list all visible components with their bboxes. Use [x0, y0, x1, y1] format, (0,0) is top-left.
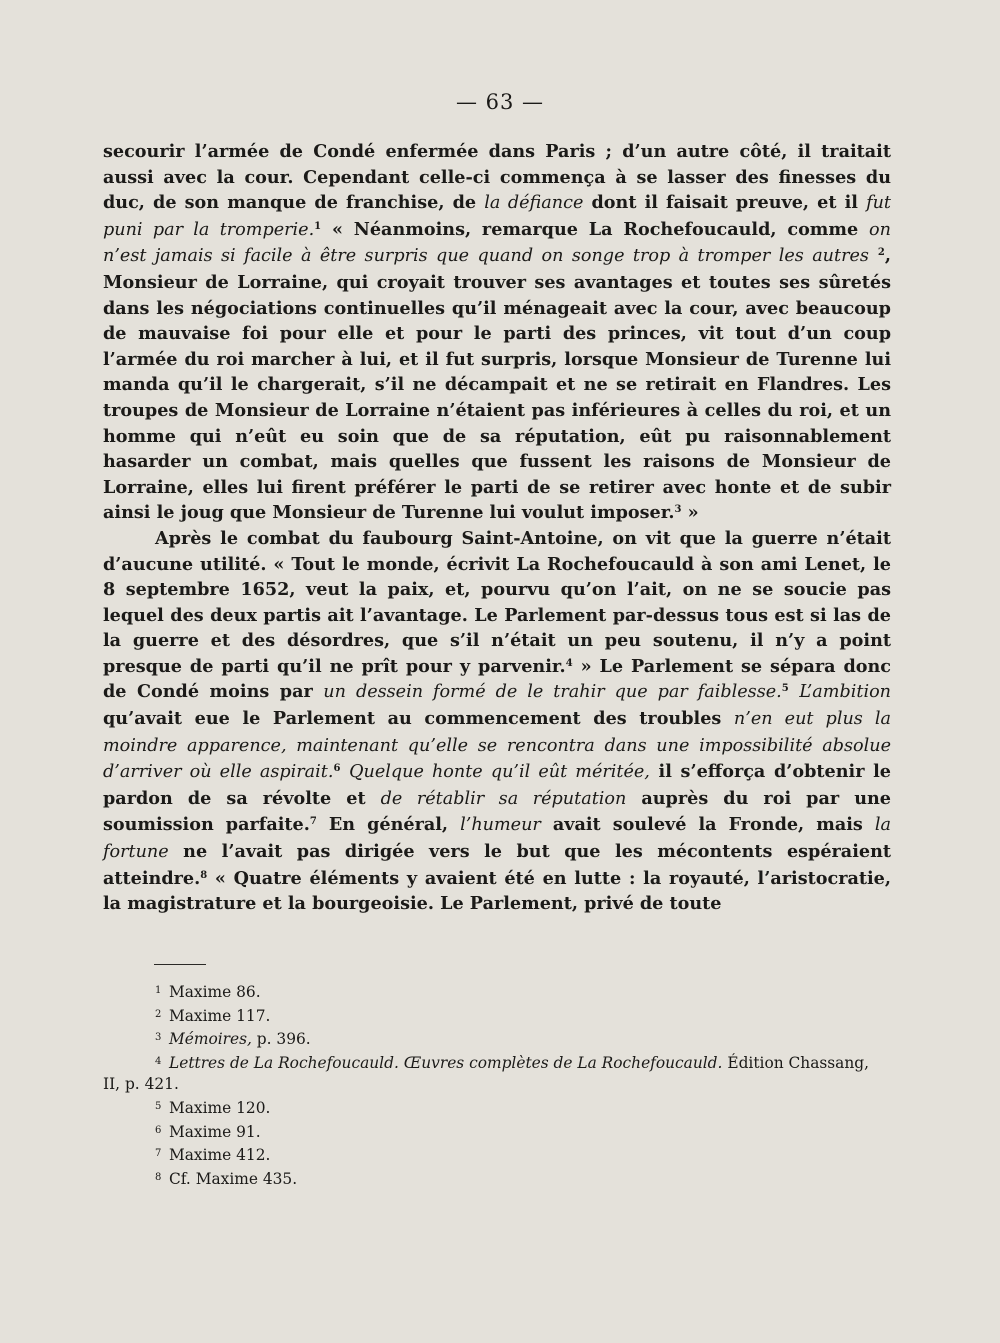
text-run: Cf. Maxime 435. — [169, 1169, 298, 1188]
text-run: Maxime 91. — [169, 1122, 261, 1141]
italic-run: L’ambition — [799, 682, 891, 703]
text-run: En général, — [316, 814, 461, 836]
italic-run: n’en eut plus la moindre apparence, maintenant qu’elle se rencontra dans une impossibilité absolue d’arriver où elle aspirait. — [103, 709, 891, 783]
footnote — [103, 1027, 891, 1051]
italic-run: la défiance — [484, 193, 584, 214]
text-run: qu’avait eue le Parlement au commencement des troubles — [103, 708, 734, 730]
text-run: « Néanmoins, remarque La Rochefoucauld, comme — [321, 218, 870, 240]
text-run: Maxime 412. — [169, 1146, 271, 1165]
footnote-separator — [154, 964, 206, 965]
italic-run: Mémoires, — [169, 1030, 252, 1049]
footnote — [103, 1143, 891, 1167]
footnote-ref: 8 — [200, 869, 208, 881]
footnote-number: 6 — [155, 1124, 162, 1136]
footnote-ref: 1 — [314, 220, 322, 232]
text-run: Édition Chassang, — [722, 1053, 870, 1072]
text-run: « Quatre éléments y avaient été en lutte : la royauté, l’aristocratie, la magistrature et la bourgeoisie. Le Parlement, privé de toute — [103, 867, 891, 915]
footnote — [103, 1074, 891, 1096]
footnotes — [103, 980, 891, 1190]
footnote — [103, 1167, 891, 1191]
italic-run: l’humeur — [460, 815, 541, 836]
text-run — [869, 245, 878, 266]
footnote-ref: 7 — [309, 816, 317, 828]
text-run — [340, 761, 349, 782]
text-run: » Le Parlement se sépara donc de Condé moins par — [103, 655, 892, 703]
footnote — [103, 1120, 891, 1144]
footnote-ref: 2 — [877, 247, 885, 259]
text-run: Maxime 117. — [169, 1006, 271, 1025]
footnote-number: 8 — [155, 1171, 162, 1183]
italic-run: fut puni par la tromperie. — [103, 193, 891, 240]
italic-run: on n’est jamais si facile à être surpris que quand on songe trop à tromper les autres — [103, 219, 891, 267]
text-run: , Monsieur de Lorraine, qui croyait trouver ses avantages et toutes ses sûretés dans les négociations continuelles qu’il ménageait avec la cour, avec beaucoup de mauvaise foi pour elle et pour le parti des princes, vit tout d’un coup l’armée du roi marcher à lui, et il fut surpris, lorsque Monsieur de Turenne lui manda qu’il le chargerait, s’il ne décampait et ne se retirait en Flandres. Les troupes de Monsieur de Lorraine n’étaient pas inférieures à celles du roi, et un homme qui n’eût eu soin que de sa réputation, eût pu raisonnablement hasarder un combat, mais quelles que fussent les raisons de Monsieur de Lorraine, elles lui firent préférer le parti de se retirer avec honte et de subir ainsi le joug que Monsieur de Turenne lui voulut imposer. — [103, 245, 891, 524]
text-run: avait soulevé la Fronde, mais — [540, 814, 875, 836]
page-number: — 63 — — [455, 90, 545, 114]
footnote-ref: 6 — [333, 763, 341, 775]
footnote-number: 3 — [155, 1032, 162, 1044]
footnote-ref: 4 — [565, 657, 573, 669]
footnote-number: 7 — [155, 1148, 162, 1160]
footnote-number: 1 — [155, 985, 162, 996]
text-run: » — [681, 502, 699, 524]
footnote — [103, 1051, 891, 1075]
text-run: dont il faisait preuve, et il — [583, 192, 867, 214]
text-run: secourir l’armée de Condé enfermée dans Paris ; d’un autre côté, il traitait aussi avec la cour. Cependant celle-ci commença à se lasser des finesses du duc, de son manque de franchise, de — [103, 141, 891, 214]
footnote — [103, 1004, 891, 1028]
text-run: II, p. 421. — [103, 1075, 179, 1094]
italic-run: Quelque honte qu’il eût méritée, — [349, 762, 650, 783]
italic-run: de rétablir sa réputation — [380, 788, 627, 809]
footnote-number: 5 — [155, 1100, 162, 1112]
footnote-number: 4 — [155, 1055, 162, 1067]
footnote-ref: 3 — [674, 504, 682, 516]
footnote — [103, 980, 891, 1004]
italic-run: la fortune — [103, 815, 891, 863]
italic-run: un dessein formé de le trahir que par faiblesse. — [323, 682, 782, 703]
footnote — [103, 1096, 891, 1120]
text-run: Maxime 86. — [169, 983, 261, 1001]
text-run: ne l’avait pas dirigée vers le but que les mécontents espéraient atteindre. — [103, 841, 891, 889]
paragraph-2 — [103, 526, 891, 917]
italic-run: Lettres de La Rochefoucauld. Œuvres complètes de La Rochefoucauld. — [169, 1053, 723, 1072]
text-run: Après le combat du faubourg Saint-Antoine, on vit que la guerre n’était d’aucune utilité. « Tout le monde, écrivit La Rochefoucauld à son ami Lenet, le 8 septembre 1652, veut la paix, et, pourvu qu’on l’ait, on ne se soucie pas lequel des deux partis ait l’avantage. Le Parlement par-dessus tous est si las de la guerre et des désordres, que s’il n’était un peu soutenu, il n’y a point presque de parti qu’il ne prît pour y parvenir. — [103, 527, 891, 677]
text-run: p. 396. — [251, 1030, 311, 1049]
text-run — [789, 681, 800, 702]
paragraph-1 — [103, 139, 891, 526]
text-run: il s’efforça d’obtenir le pardon de sa révolte et — [103, 761, 891, 809]
text-run: auprès du roi par une soumission parfaite. — [103, 787, 891, 836]
body-text — [103, 139, 891, 917]
footnote-number: 2 — [155, 1008, 162, 1020]
footnote-ref: 5 — [781, 683, 789, 695]
text-run: Maxime 120. — [169, 1098, 271, 1117]
